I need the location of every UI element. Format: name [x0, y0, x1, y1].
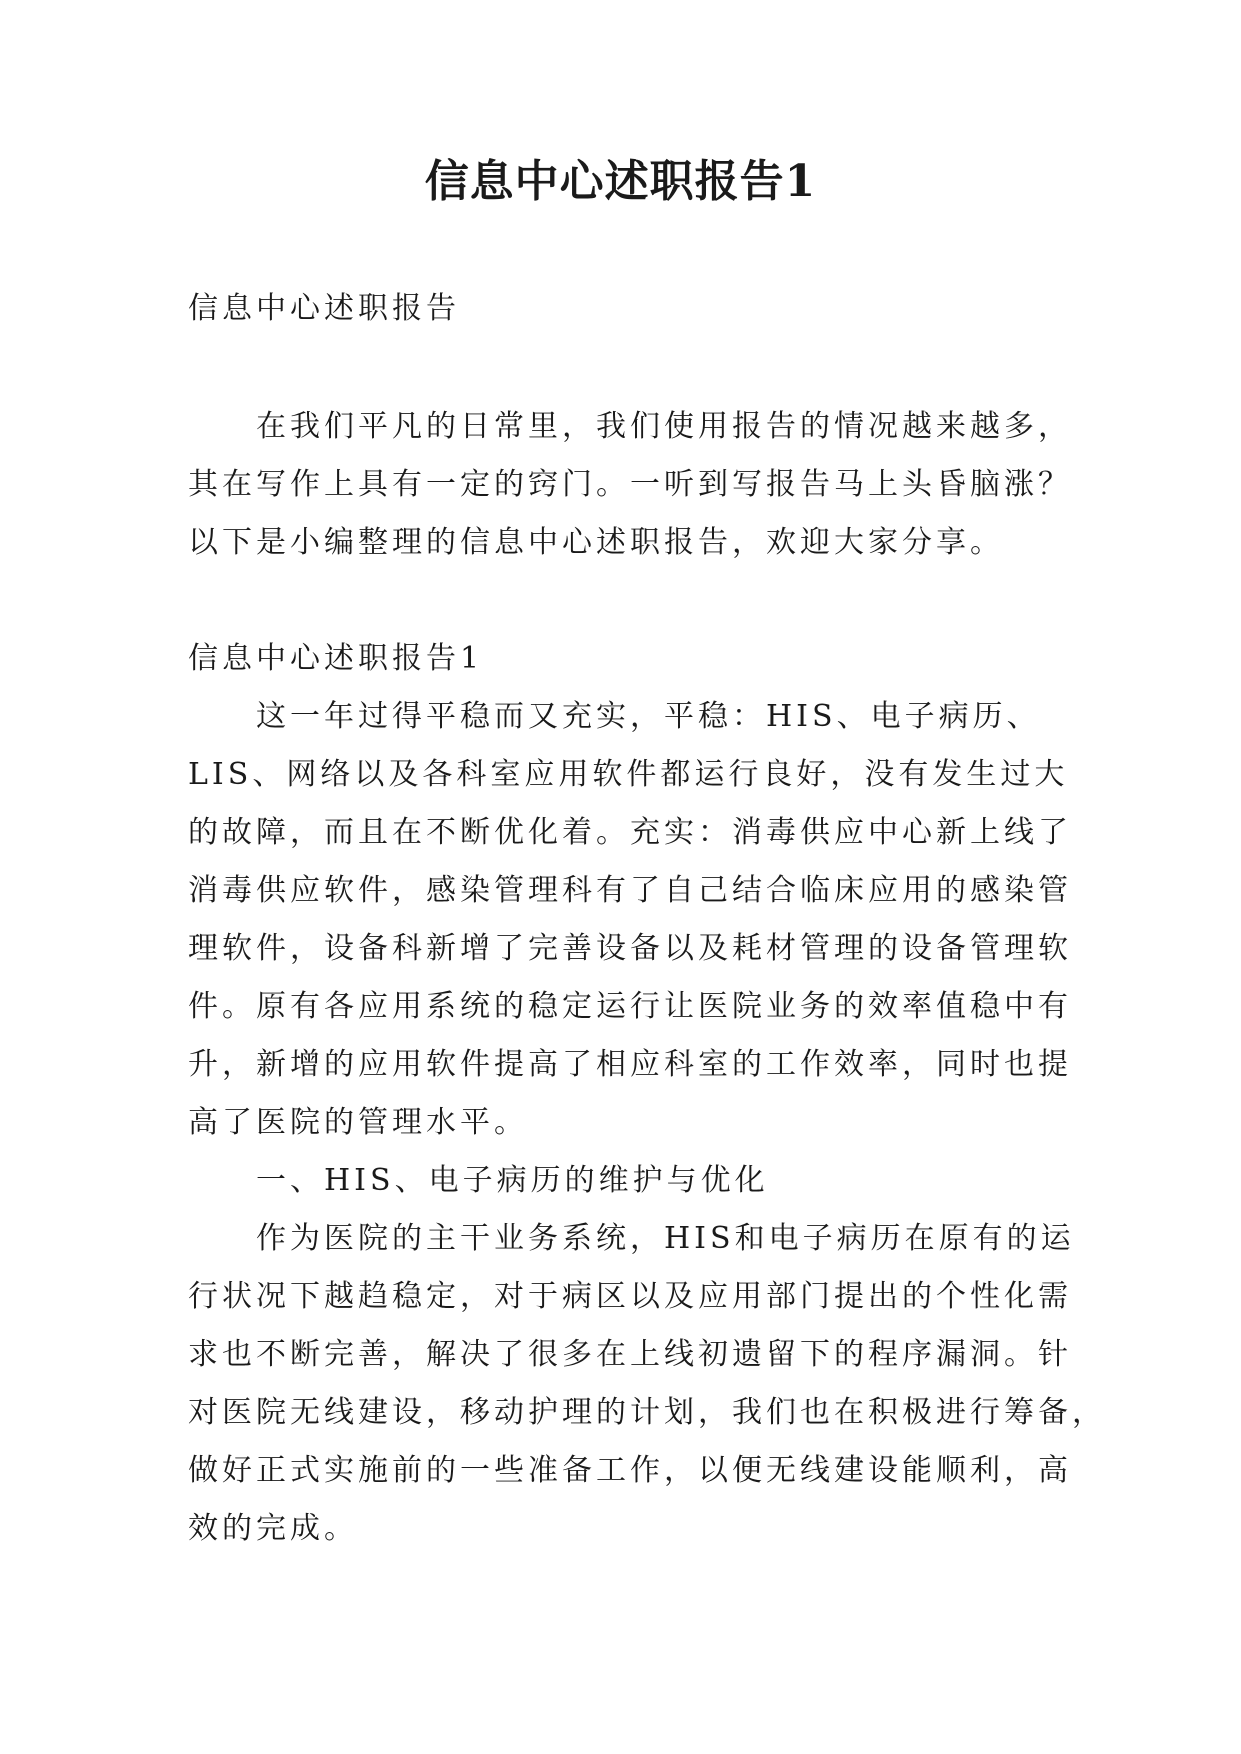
- paragraph-line: 求也不断完善，解决了很多在上线初遗留下的程序漏洞。针: [188, 1337, 1072, 1372]
- intro-paragraph: [188, 398, 1072, 572]
- document-title: 信息中心述职报告1: [424, 156, 817, 207]
- paragraph-line: LIS、网络以及各科室应用软件都运行良好，没有发生过大: [188, 757, 1069, 792]
- paragraph-1: [188, 688, 1072, 1152]
- paragraph-line: 消毒供应软件，感染管理科有了自己结合临床应用的感染管: [188, 873, 1072, 908]
- document-subtitle: 信息中心述职报告: [188, 291, 460, 326]
- section-heading: 信息中心述职报告1: [188, 641, 484, 676]
- paragraph-line: 对医院无线建设，移动护理的计划，我们也在积极进行筹备，: [188, 1395, 1106, 1430]
- paragraph-line: 做好正式实施前的一些准备工作，以便无线建设能顺利，高: [188, 1453, 1072, 1488]
- paragraph-line: 行状况下越趋稳定，对于病区以及应用部门提出的个性化需: [188, 1279, 1072, 1314]
- paragraph-line: 件。原有各应用系统的稳定运行让医院业务的效率值稳中有: [188, 989, 1072, 1024]
- intro-line: 其在写作上具有一定的窍门。一听到写报告马上头昏脑涨？: [188, 467, 1072, 502]
- spacer: [188, 338, 1048, 398]
- paragraph-line: 的故障，而且在不断优化着。充实：消毒供应中心新上线了: [188, 815, 1072, 850]
- document-body: [188, 280, 1106, 1558]
- paragraph-line: 高了医院的管理水平。: [188, 1105, 528, 1140]
- subheading-his-emr: 一、HIS、电子病历的维护与优化: [256, 1163, 769, 1198]
- paragraph-line: 升，新增的应用软件提高了相应科室的工作效率，同时也提: [188, 1047, 1072, 1082]
- paragraph-2: [188, 1210, 1106, 1558]
- paragraph-line: 效的完成。: [188, 1511, 358, 1546]
- paragraph-line: 这一年过得平稳而又充实，平稳：HIS、电子病历、: [256, 699, 1041, 734]
- spacer: [188, 572, 1048, 630]
- intro-line: 以下是小编整理的信息中心述职报告，欢迎大家分享。: [188, 525, 1004, 560]
- paragraph-line: 理软件，设备科新增了完善设备以及耗材管理的设备管理软: [188, 931, 1072, 966]
- intro-line: 在我们平凡的日常里，我们使用报告的情况越来越多，: [256, 409, 1072, 444]
- paragraph-line: 作为医院的主干业务系统，HIS和电子病历在原有的运: [256, 1221, 1075, 1256]
